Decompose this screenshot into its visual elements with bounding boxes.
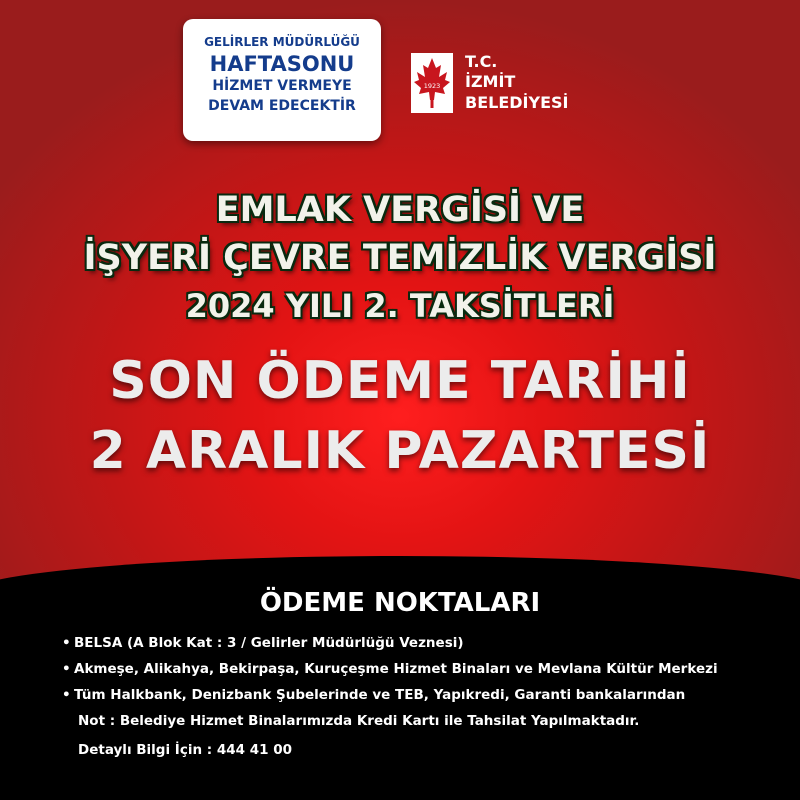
credit-card-note: Not : Belediye Hizmet Binalarımızda Kredi Kartı ile Tahsilat Yapılmaktadır. (78, 713, 640, 729)
maple-leaf-icon (408, 50, 456, 116)
list-item (62, 656, 792, 682)
weekend-service-notice (183, 19, 381, 141)
notice-line-4: DEVAM EDECEKTİR (208, 98, 356, 114)
notice-line-1: GELİRLER MÜDÜRLÜĞÜ (204, 35, 360, 49)
contact-phone: Detaylı Bilgi İçin : 444 41 00 (78, 742, 293, 758)
logo-year: 1923 (423, 82, 441, 90)
list-item (62, 630, 792, 656)
deadline-line-1: SON ÖDEME TARİHİ (109, 351, 691, 411)
headline-line-3: 2024 YILI 2. TAKSİTLERİ (185, 287, 615, 325)
bullet-icon: • (62, 687, 71, 703)
list-item (62, 682, 792, 708)
payment-point-3: Tüm Halkbank, Denizbank Şubelerinde ve TEB, Yapıkredi, Garanti bankalarından (74, 687, 686, 703)
payment-point-2: Akmeşe, Alikahya, Bekirpaşa, Kuruçeşme Hizmet Binaları ve Mevlana Kültür Merkezi (74, 661, 718, 677)
notice-line-2: HAFTASONU (209, 52, 355, 76)
headline-line-1: EMLAK VERGİSİ VE (215, 190, 585, 230)
notice-line-3: HİZMET VERMEYE (212, 78, 352, 94)
headline-line-2: İŞYERİ ÇEVRE TEMİZLİK VERGİSİ (83, 238, 717, 278)
deadline-line-2: 2 ARALIK PAZARTESİ (89, 421, 711, 481)
logo-izmit: İZMİT (465, 72, 516, 91)
payment-points-list (62, 630, 792, 708)
bullet-icon: • (62, 635, 71, 651)
logo-tc: T.C. (465, 52, 498, 71)
payment-points-title: ÖDEME NOKTALARI (259, 588, 541, 618)
bullet-icon: • (62, 661, 71, 677)
logo-belediyesi: BELEDİYESİ (465, 93, 569, 112)
izmit-municipality-logo (408, 50, 608, 120)
payment-point-1: BELSA (A Blok Kat : 3 / Gelirler Müdürlüğü Veznesi) (74, 635, 464, 651)
